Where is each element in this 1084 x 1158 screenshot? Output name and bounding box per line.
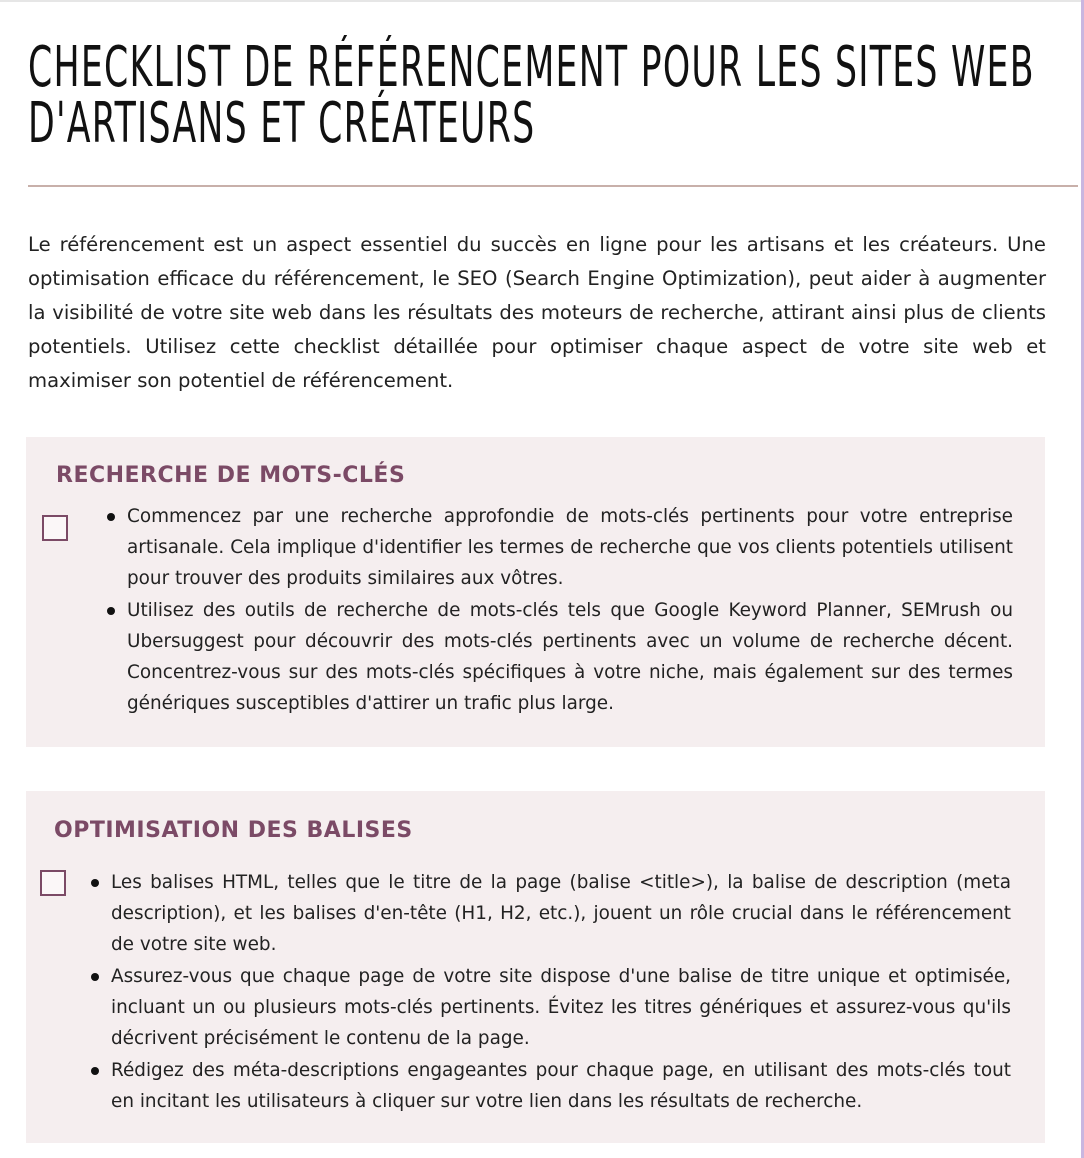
page-top-edge: [0, 0, 1084, 2]
section-heading: OPTIMISATION DES BALISES: [54, 818, 413, 843]
list-item: Commencez par une recherche approfondie de mots-clés pertinents pour votre entreprise artisanale. Cela implique d'identifier les termes de recherche que vos clients potentiels utilisent pour trouver des produits similaires aux vôtres.: [127, 501, 1013, 594]
list-item: Utilisez des outils de recherche de mots-clés tels que Google Keyword Planner, SEMrush ou Ubersuggest pour découvrir des mots-clés pertinents avec un volume de recherche décent. Concentrez-vous sur des mots-clés spécifiques à votre niche, mais également sur des termes génériques susceptibles d'attirer un trafic plus large.: [127, 595, 1013, 719]
bullet-list: [127, 501, 1013, 720]
document-body: [28, 35, 1048, 1112]
checklist-checkbox[interactable]: [42, 515, 68, 541]
checklist-checkbox[interactable]: [40, 870, 66, 896]
intro-paragraph: Le référencement est un aspect essentiel du succès en ligne pour les artisans et les créateurs. Une optimisation efficace du référencement, le SEO (Search Engine Optimization), peut aider à augmenter la visibilité de votre site web dans les résultats des moteurs de recherche, attirant ainsi plus de clients potentiels. Utilisez cette checklist détaillée pour optimiser chaque aspect de votre site web et maximiser son potentiel de référencement.: [28, 233, 1046, 392]
title-divider: [28, 185, 1078, 187]
section-heading: RECHERCHE DE MOTS-CLÉS: [56, 463, 406, 488]
section-keyword-research: [26, 437, 1045, 747]
section-tag-optimization: [26, 791, 1045, 1143]
list-item: Rédigez des méta-descriptions engageantes pour chaque page, en utilisant des mots-clés tout en incitant les utilisateurs à cliquer sur votre lien dans les résultats de recherche.: [111, 1055, 1011, 1117]
bullet-list: [111, 867, 1011, 1118]
page-title: CHECKLIST DE RÉFÉRENCEMENT POUR LES SITES WEB D'ARTISANS ET CRÉATEURS: [28, 35, 1035, 156]
list-item: Les balises HTML, telles que le titre de la page (balise <title>), la balise de description (meta description), et les balises d'en-tête (H1, H2, etc.), jouent un rôle crucial dans le référencement de votre site web.: [111, 867, 1011, 960]
list-item: Assurez-vous que chaque page de votre site dispose d'une balise de titre unique et optimisée, incluant un ou plusieurs mots-clés pertinents. Évitez les titres génériques et assurez-vous qu'ils décrivent précisément le contenu de la page.: [111, 961, 1011, 1054]
